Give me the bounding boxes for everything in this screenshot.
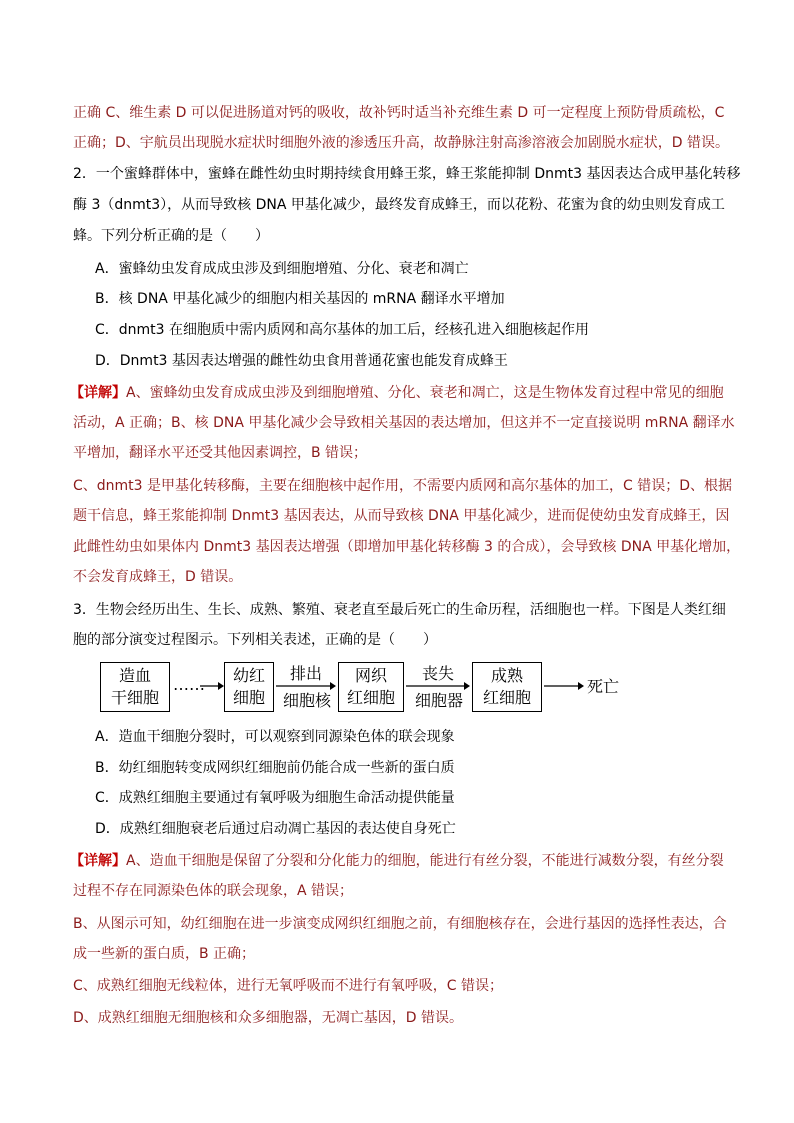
question-3-detail: 过程不存在同源染色体的联会现象，A 错误； <box>73 883 354 899</box>
question-3-option-d: D．成熟红细胞衰老后通过启动凋亡基因的表达使自身死亡 <box>95 821 456 837</box>
diagram-box-mature-rbc <box>472 662 542 712</box>
diagram-label-death: 死亡 <box>587 677 620 696</box>
label-text: 细胞器 <box>414 691 463 710</box>
question-3-stem: 3．生物会经历出生、生长、成熟、繁殖、衰老直至最后死亡的生命历程，活细胞也一样。下图是人类红细 <box>73 602 726 618</box>
box-text: 成熟 <box>490 666 523 685</box>
question-2-detail: 题干信息，蜂王浆能抑制 Dnmt3 基因表达，从而导致核 DNA 甲基化减少，进而促使幼虫发育成蜂王，因 <box>73 508 730 524</box>
diagram-label-lose-organelles-2 <box>406 690 472 712</box>
question-2-stem: 蜂。下列分析正确的是（ ） <box>73 228 269 244</box>
question-3-option-b: B．幼红细胞转变成网织红细胞前仍能合成一些新的蛋白质 <box>95 760 455 776</box>
question-3-detail: D、成熟红细胞无细胞核和众多细胞器，无凋亡基因，D 错误。 <box>73 1010 464 1026</box>
box-text: 红细胞 <box>482 688 531 707</box>
diagram-label-remove-nucleus-2 <box>274 690 340 712</box>
label-text: 细胞核 <box>282 691 331 710</box>
question-2-detail: 此雌性幼虫如果体内 Dnmt3 基因表达增强（即增加甲基化转移酶 3 的合成），会导致核 DNA 甲基化增加， <box>73 539 741 555</box>
diagram-box-stem-cell <box>100 662 170 712</box>
question-2-detail: 活动，A 正确；B、核 DNA 甲基化减少会导致相关基因的表达增加，但这并不一定直接说明 mRNA 翻译水 <box>73 415 735 431</box>
question-2-option-d: D．Dnmt3 基因表达增强的雌性幼虫食用普通花蜜也能发育成蜂王 <box>95 353 508 369</box>
question-2-stem: 酶 3（dnmt3），从而导致核 DNA 甲基化减少，最终发育成蜂王，而以花粉、花蜜为食的幼虫则发育成工 <box>73 197 725 213</box>
diagram-box-erythroblast <box>224 662 274 712</box>
diagram-label-lose-organelles <box>406 663 470 685</box>
question-2-detail: 不会发育成蜂王，D 错误。 <box>73 569 243 585</box>
answer-text-line: 正确；D、宇航员出现脱水症状时细胞外液的渗透压升高，故静脉注射高渗溶液会加剧脱水症状，D 错误。 <box>73 135 730 151</box>
diagram-ellipsis: …… <box>173 675 205 694</box>
label-text: 丧失 <box>421 664 454 683</box>
question-3-option-a: A．造血干细胞分裂时，可以观察到同源染色体的联会现象 <box>95 729 455 745</box>
question-2-detail: 平增加，翻译水平还受其他因素调控，B 错误； <box>73 445 368 461</box>
question-2-stem: 2．一个蜜蜂群体中，蜜蜂在雌性幼虫时期持续食用蜂王浆，蜂王浆能抑制 Dnmt3 基因表达合成甲基化转移 <box>73 166 741 182</box>
question-3-detail: 成一些新的蛋白质，B 正确； <box>73 946 256 962</box>
detail-tag: 【详解】 <box>70 385 126 401</box>
question-3-stem: 胞的部分演变过程图示。下列相关表述，正确的是（ ） <box>73 632 437 648</box>
box-text: 网织 <box>354 666 387 685</box>
diagram-arrow <box>544 686 584 696</box>
question-2-option-a: A．蜜蜂幼虫发育成成虫涉及到细胞增殖、分化、衰老和凋亡 <box>95 261 469 277</box>
box-text: 干细胞 <box>110 688 159 707</box>
question-3-option-c: C．成熟红细胞主要通过有氧呼吸为细胞生命活动提供能量 <box>95 790 455 806</box>
question-3-detail: B、从图示可知，幼红细胞在进一步演变成网织红细胞之前，有细胞核存在，会进行基因的选择性表达，合 <box>73 916 727 932</box>
diagram-arrow <box>200 686 222 696</box>
box-text: 幼红 <box>232 666 265 685</box>
label-text: 排出 <box>289 664 322 683</box>
detail-tag: 【详解】 <box>70 853 126 869</box>
box-text: 红细胞 <box>346 688 395 707</box>
diagram-box-reticulocyte <box>338 662 404 712</box>
diagram-label-remove-nucleus <box>276 663 336 685</box>
question-2-detail: 【详解】A、蜜蜂幼虫发育成成虫涉及到细胞增殖、分化、衰老和凋亡，这是生物体发育过程中常见的细胞 <box>70 385 724 401</box>
box-text: 细胞 <box>232 688 265 707</box>
question-2-option-c: C．dnmt3 在细胞质中需内质网和高尔基体的加工后，经核孔进入细胞核起作用 <box>95 322 590 338</box>
box-text: 造血 <box>118 666 151 685</box>
question-3-detail: C、成熟红细胞无线粒体，进行无氧呼吸而不进行有氧呼吸，C 错误； <box>73 978 503 994</box>
question-2-option-b: B．核 DNA 甲基化减少的细胞内相关基因的 mRNA 翻译水平增加 <box>95 291 505 307</box>
question-3-detail: 【详解】A、造血干细胞是保留了分裂和分化能力的细胞，能进行有丝分裂，不能进行减数分裂，有丝分裂 <box>70 853 724 869</box>
answer-text-line: 正确 C、维生素 D 可以促进肠道对钙的吸收，故补钙时适当补充维生素 D 可一定程度上预防骨质疏松，C <box>73 105 725 121</box>
question-2-detail: C、dnmt3 是甲基化转移酶，主要在细胞核中起作用，不需要内质网和高尔基体的加工，C 错误；D、根据 <box>73 478 733 494</box>
